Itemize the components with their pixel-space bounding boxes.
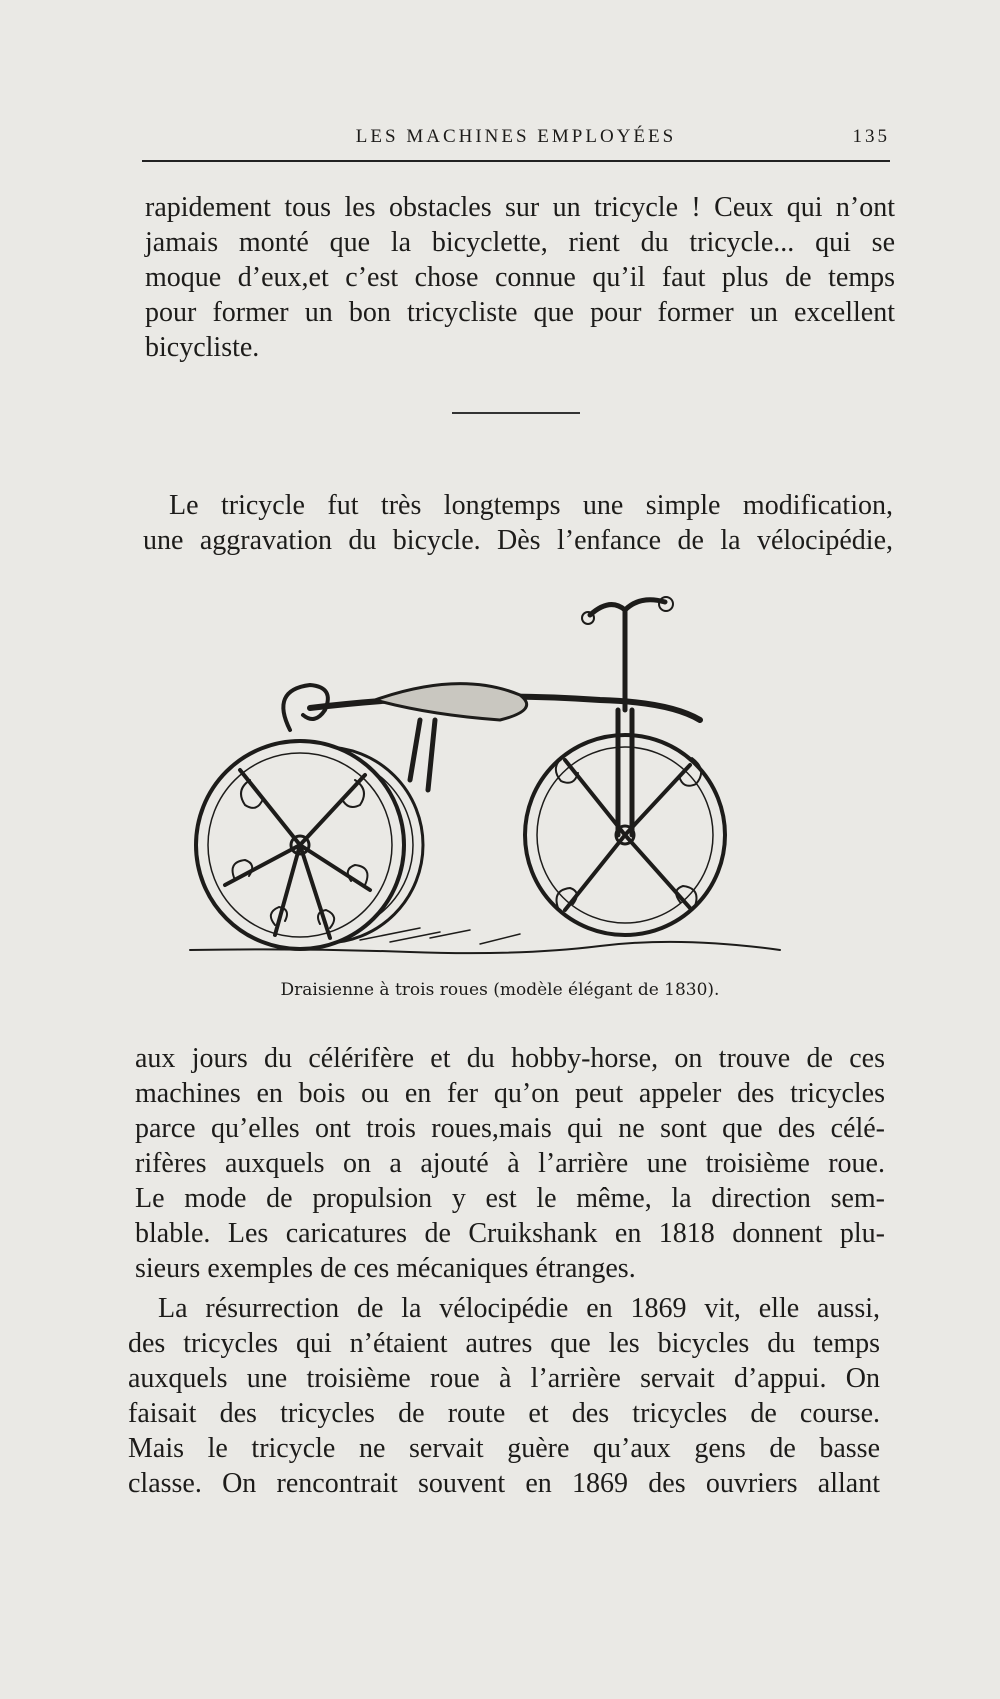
text-line: parce qu’elles ont trois roues,mais qui ne sont que des célé- (135, 1113, 885, 1144)
text-line: Le tricycle fut très longtemps une simple modification, (169, 490, 893, 521)
text-line: machines en bois ou en fer qu’on peut appeler des tricycles (135, 1078, 885, 1109)
paragraph-3 (135, 1041, 885, 1286)
paragraph-4 (128, 1291, 880, 1501)
page-number: 135 (852, 126, 890, 147)
paragraph-2 (143, 488, 893, 558)
page-header (142, 118, 890, 158)
text-line: classe. On rencontrait souvent en 1869 des ouvriers allant (128, 1468, 880, 1499)
text-line: blable. Les caricatures de Cruikshank en 1818 donnent plu- (135, 1218, 885, 1249)
section-divider (452, 412, 580, 414)
text-line: sieurs exemples de ces mécaniques étranges. (135, 1253, 636, 1284)
text-line: pour former un bon tricycliste que pour former un excellent (145, 297, 895, 328)
text-line: rapidement tous les obstacles sur un tricycle ! Ceux qui n’ont (145, 192, 895, 223)
text-line: faisait des tricycles de route et des tricycles de course. (128, 1398, 880, 1429)
text-line: moque d’eux,et c’est chose connue qu’il faut plus de temps (145, 262, 895, 293)
header-rule (142, 160, 890, 162)
text-line: Le mode de propulsion y est le même, la direction sem- (135, 1183, 885, 1214)
text-line: La résurrection de la vélocipédie en 1869 vit, elle aussi, (158, 1293, 880, 1324)
running-title: LES MACHINES EMPLOYÉES (355, 126, 677, 147)
text-line: bicycliste. (145, 332, 260, 363)
text-line: Mais le tricycle ne servait guère qu’aux gens de basse (128, 1433, 880, 1464)
text-line: une aggravation du bicycle. Dès l’enfance de la vélocipédie, (143, 525, 893, 556)
paragraph-1 (145, 190, 895, 365)
draisienne-illustration (180, 590, 830, 960)
figure-caption: Draisienne à trois roues (modèle élégant de 1830). (280, 980, 720, 1000)
text-line: rifères auxquels on a ajouté à l’arrière une troisième roue. (135, 1148, 885, 1179)
figure-draisienne (180, 590, 830, 1000)
text-line: jamais monté que la bicyclette, rient du tricycle... qui se (145, 227, 895, 258)
text-line: des tricycles qui n’étaient autres que les bicycles du temps (128, 1328, 880, 1359)
text-line: auxquels une troisième roue à l’arrière servait d’appui. On (128, 1363, 880, 1394)
text-line: aux jours du célérifère et du hobby-horse, on trouve de ces (135, 1043, 885, 1074)
